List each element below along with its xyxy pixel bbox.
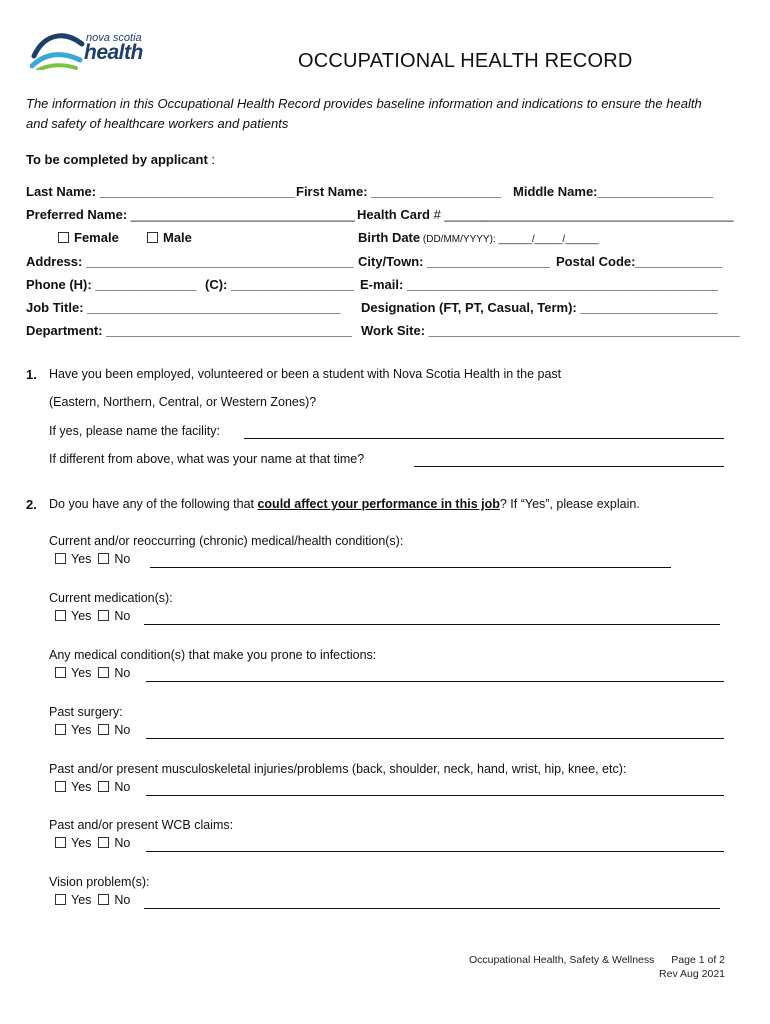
yes-checkbox[interactable] bbox=[55, 667, 66, 678]
yes-label: Yes bbox=[71, 666, 92, 680]
q2-item-answer-line[interactable] bbox=[146, 681, 724, 682]
preferred-name-field[interactable] bbox=[26, 207, 355, 222]
city-field[interactable]: City/Town: _________________ bbox=[358, 254, 550, 269]
no-label: No bbox=[114, 552, 131, 566]
page-title: OCCUPATIONAL HEALTH RECORD bbox=[298, 50, 633, 72]
q1-text-zones: (Eastern, Northern, Central, or Western Zones)? bbox=[49, 395, 317, 409]
no-label: No bbox=[114, 893, 131, 907]
q2-item-answer-line[interactable] bbox=[146, 795, 724, 796]
q2-item-options bbox=[55, 723, 130, 737]
no-checkbox[interactable] bbox=[98, 610, 109, 621]
q2-item-label: Current and/or reoccurring (chronic) medical/health condition(s): bbox=[49, 534, 404, 548]
footer-page-number: Page 1 of 2 bbox=[671, 954, 725, 966]
intro-text: The information in this Occupational Health Record provides baseline information and indications to ensure the health and safety of healthcare workers and patients bbox=[26, 96, 702, 131]
no-label: No bbox=[114, 609, 131, 623]
preferred-name-label: Preferred Name: bbox=[26, 207, 128, 222]
no-label: No bbox=[114, 666, 131, 680]
q2-item-answer-line[interactable] bbox=[144, 624, 720, 625]
female-label: Female bbox=[74, 230, 119, 245]
q2-item-label: Past and/or present WCB claims: bbox=[49, 818, 234, 832]
yes-label: Yes bbox=[71, 609, 92, 623]
department-field[interactable]: Department: __________________________________ bbox=[26, 323, 352, 338]
yes-checkbox[interactable] bbox=[55, 724, 66, 735]
q1-text: Have you been employed, volunteered or been a student with Nova Scotia Health in the past bbox=[49, 367, 562, 381]
work-site-field[interactable]: Work Site: ___________________________________________ bbox=[361, 323, 740, 338]
health-card-field[interactable] bbox=[357, 207, 734, 222]
yes-checkbox[interactable] bbox=[55, 553, 66, 564]
yes-checkbox[interactable] bbox=[55, 894, 66, 905]
completed-by-heading bbox=[26, 152, 215, 167]
yes-label: Yes bbox=[71, 723, 92, 737]
q2-item-options bbox=[55, 836, 130, 850]
postal-code-field[interactable]: Postal Code:____________ bbox=[556, 254, 723, 269]
no-checkbox[interactable] bbox=[98, 781, 109, 792]
preferred-name-line: _______________________________ bbox=[127, 207, 355, 222]
phone-cell-field[interactable]: (C): _________________ bbox=[205, 277, 354, 292]
no-checkbox[interactable] bbox=[98, 667, 109, 678]
footer-revision: Rev Aug 2021 bbox=[659, 968, 725, 980]
q2-item-answer-line[interactable] bbox=[150, 567, 671, 568]
male-label: Male bbox=[163, 230, 192, 245]
q2-item-options bbox=[55, 609, 130, 623]
yes-checkbox[interactable] bbox=[55, 837, 66, 848]
yes-label: Yes bbox=[71, 552, 92, 566]
first-name-field[interactable]: First Name: __________________ bbox=[296, 184, 502, 199]
footer-department: Occupational Health, Safety & Wellness bbox=[469, 954, 655, 966]
q2-item-answer-line[interactable] bbox=[146, 738, 724, 739]
q2-item-label: Past and/or present musculoskeletal injuries/problems (back, shoulder, neck, hand, wrist, hip, knee, etc): bbox=[49, 762, 627, 776]
q1-name-line[interactable] bbox=[414, 466, 724, 467]
yes-checkbox[interactable] bbox=[55, 781, 66, 792]
female-checkbox[interactable] bbox=[58, 232, 69, 243]
no-checkbox[interactable] bbox=[98, 894, 109, 905]
birth-date-format: (DD/MM/YYYY): ______/_____/______ bbox=[420, 234, 599, 245]
female-option[interactable] bbox=[58, 230, 119, 245]
middle-name-field[interactable]: Middle Name:________________ bbox=[513, 184, 714, 199]
q1-number: 1. bbox=[26, 367, 37, 382]
q1-facility-label: If yes, please name the facility: bbox=[49, 424, 220, 438]
logo-text-health: health bbox=[84, 41, 143, 64]
no-checkbox[interactable] bbox=[98, 553, 109, 564]
birth-date-label: Birth Date bbox=[358, 230, 421, 245]
q2-item-answer-line[interactable] bbox=[144, 908, 720, 909]
no-checkbox[interactable] bbox=[98, 837, 109, 848]
no-label: No bbox=[114, 780, 131, 794]
q2-underlined: could affect your performance in this job bbox=[257, 497, 500, 511]
q2-prefix: Do you have any of the following that bbox=[49, 497, 258, 511]
completed-by-label: To be completed by applicant bbox=[26, 152, 208, 167]
q2-item-label: Current medication(s): bbox=[49, 591, 173, 605]
completed-by-suffix: : bbox=[207, 152, 216, 167]
birth-date-field[interactable] bbox=[358, 230, 599, 245]
yes-label: Yes bbox=[71, 780, 92, 794]
no-checkbox[interactable] bbox=[98, 724, 109, 735]
male-option[interactable] bbox=[147, 230, 192, 245]
no-label: No bbox=[114, 836, 131, 850]
q2-text bbox=[49, 497, 640, 511]
yes-label: Yes bbox=[71, 836, 92, 850]
email-field[interactable]: E-mail: ___________________________________________ bbox=[360, 277, 718, 292]
last-name-field[interactable]: Last Name: ___________________________ bbox=[26, 184, 295, 199]
phone-home-field[interactable]: Phone (H): ______________ bbox=[26, 277, 197, 292]
job-title-field[interactable]: Job Title: ___________________________________ bbox=[26, 300, 341, 315]
q1-facility-line[interactable] bbox=[244, 438, 724, 439]
q2-item-label: Vision problem(s): bbox=[49, 875, 150, 889]
logo-text-nova-scotia: nova scotia bbox=[86, 32, 142, 44]
q2-item-label: Past surgery: bbox=[49, 705, 123, 719]
q2-number: 2. bbox=[26, 497, 37, 512]
address-field[interactable]: Address: _____________________________________ bbox=[26, 254, 354, 269]
q2-item-label: Any medical condition(s) that make you prone to infections: bbox=[49, 648, 377, 662]
q1-name-label: If different from above, what was your name at that time? bbox=[49, 452, 365, 466]
q2-item-answer-line[interactable] bbox=[146, 851, 724, 852]
q2-suffix: ? If “Yes”, please explain. bbox=[499, 497, 640, 511]
health-card-label: Health Card bbox=[357, 207, 430, 222]
male-checkbox[interactable] bbox=[147, 232, 158, 243]
no-label: No bbox=[114, 723, 131, 737]
q2-item-options bbox=[55, 780, 130, 794]
health-card-line: # ________________________________________ bbox=[429, 207, 734, 222]
q2-item-options bbox=[55, 552, 130, 566]
q2-item-options bbox=[55, 666, 130, 680]
q2-item-options bbox=[55, 893, 130, 907]
yes-label: Yes bbox=[71, 893, 92, 907]
yes-checkbox[interactable] bbox=[55, 610, 66, 621]
designation-field[interactable]: Designation (FT, PT, Casual, Term): ___________________ bbox=[361, 300, 718, 315]
